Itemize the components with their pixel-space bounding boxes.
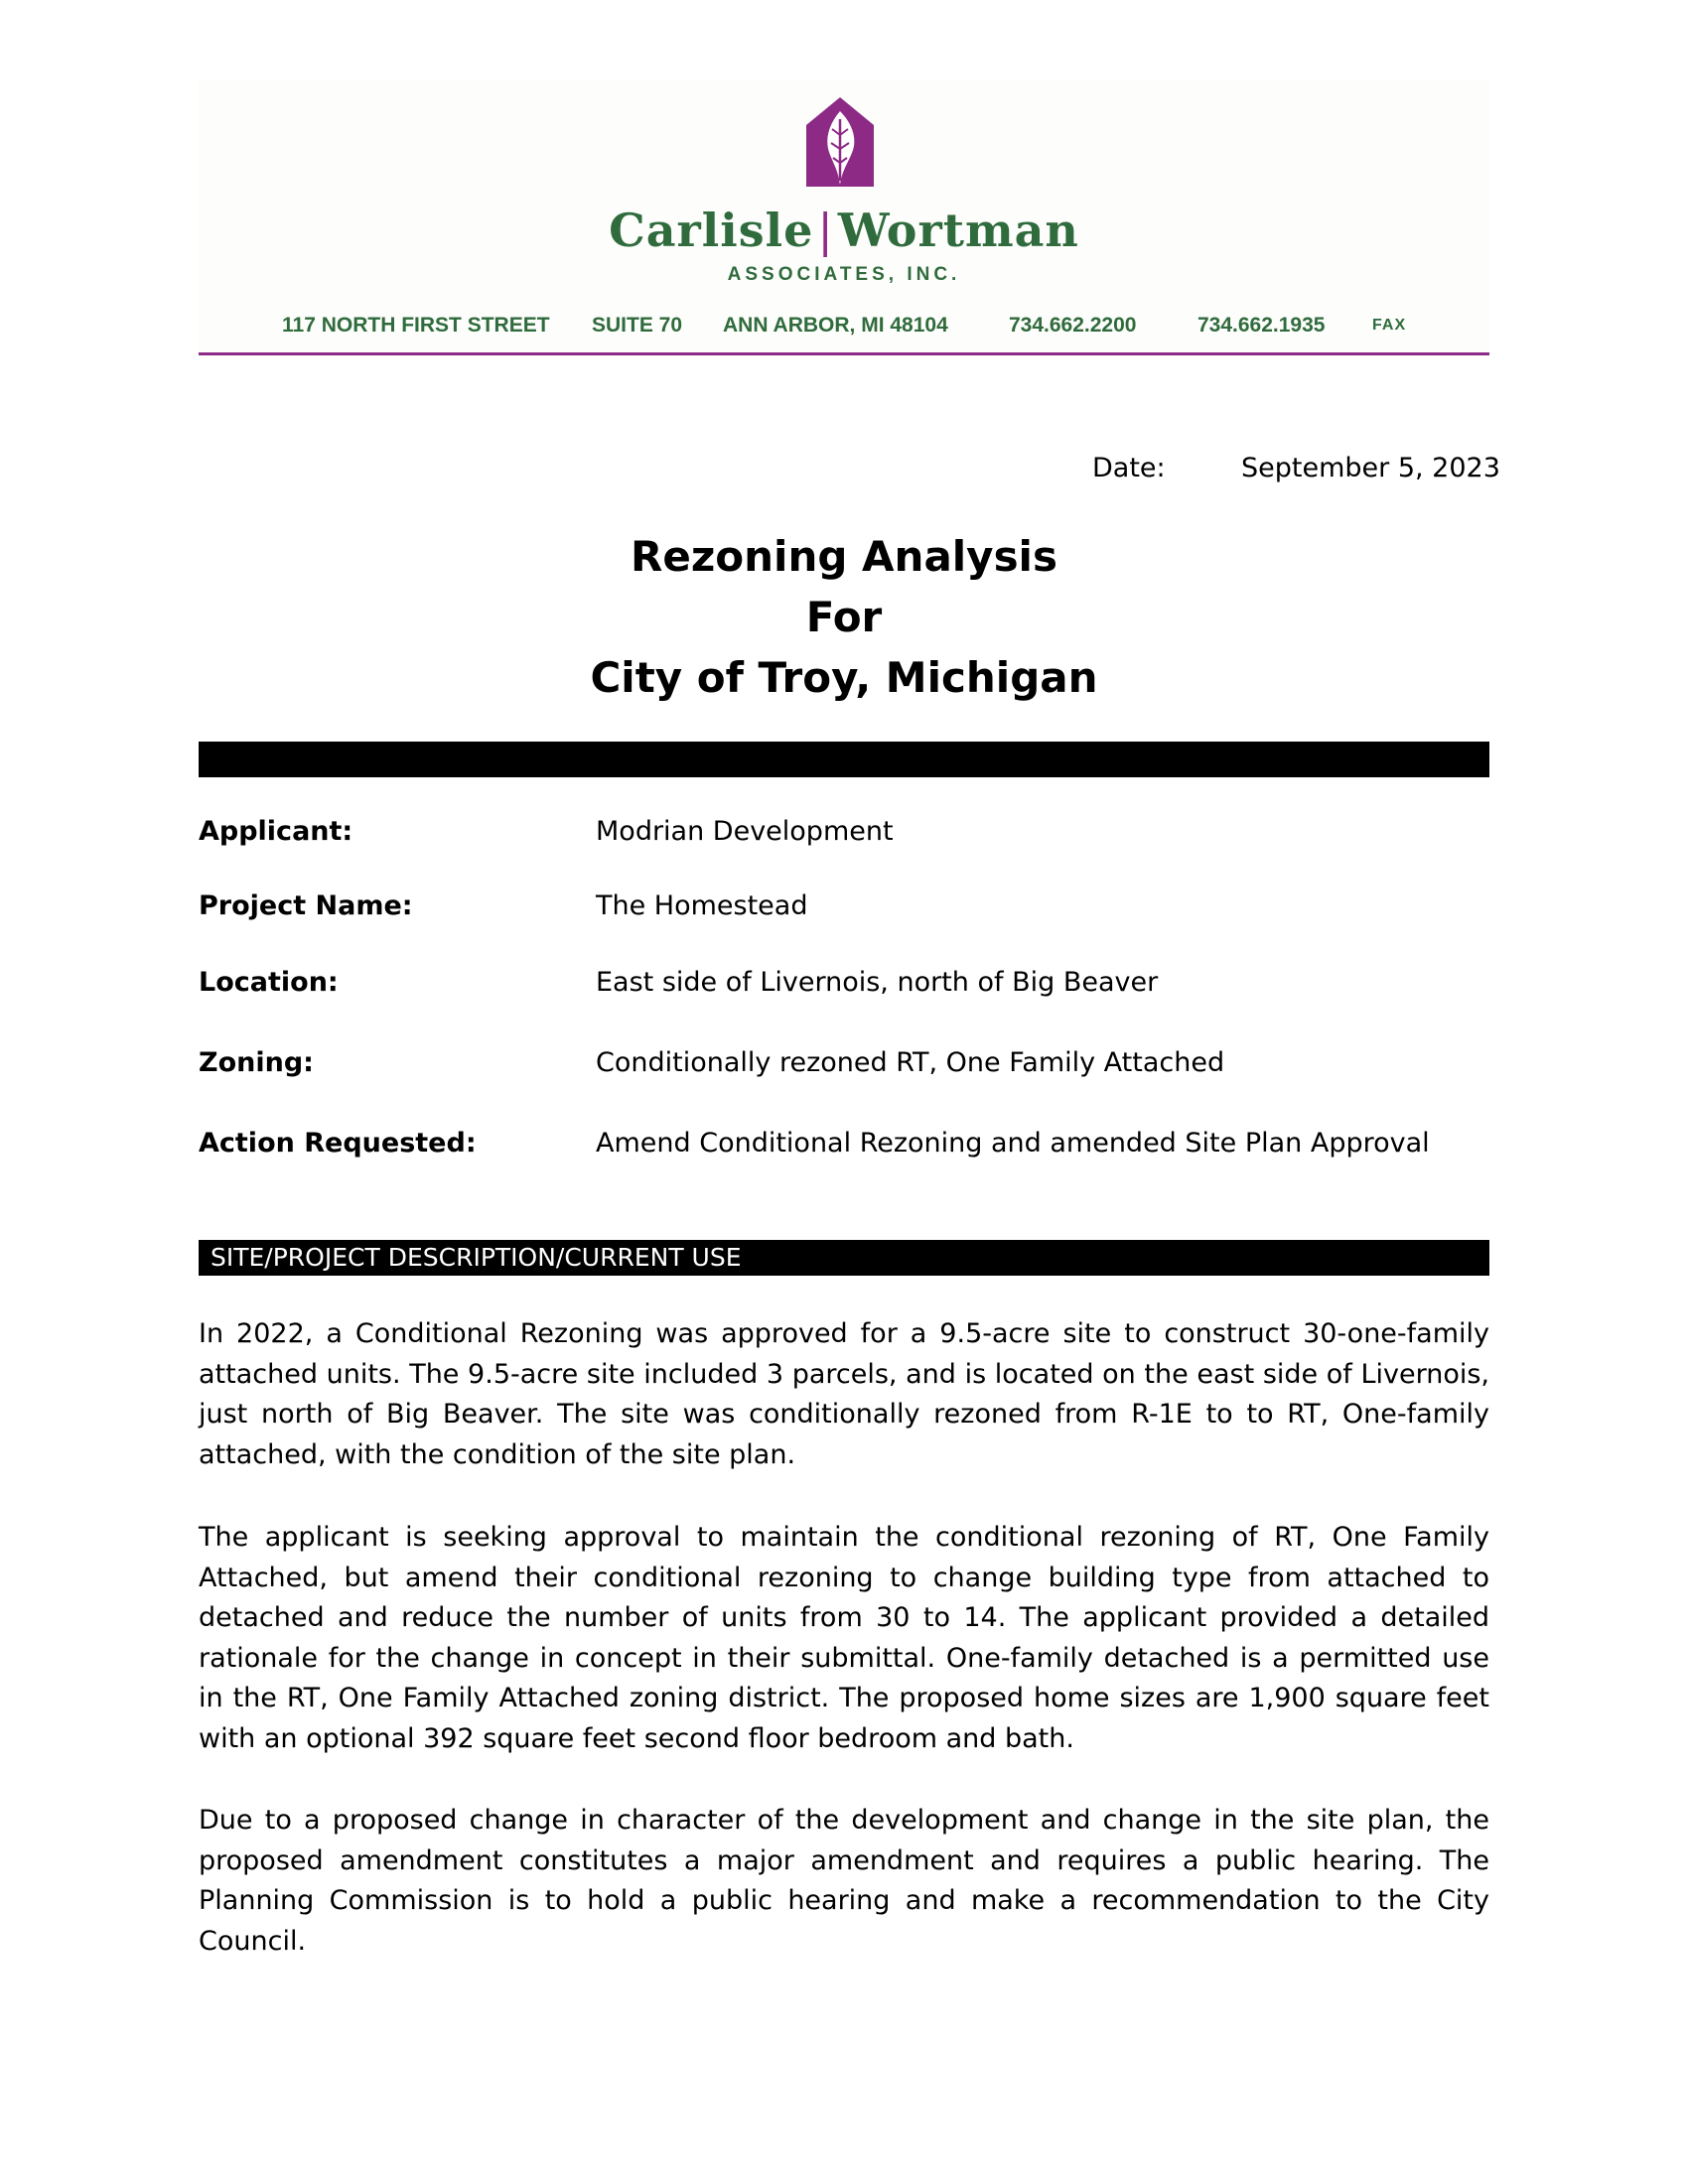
info-row-location — [199, 967, 1489, 1007]
company-subtitle: ASSOCIATES, INC. — [727, 264, 961, 285]
info-value: Amend Conditional Rezoning and amended Site Plan Approval — [596, 1128, 1430, 1159]
info-label: Location: — [199, 967, 339, 998]
info-value: The Homestead — [596, 890, 808, 921]
title-line-3: City of Troy, Michigan — [590, 653, 1098, 702]
info-value: Conditionally rezoned RT, One Family Attached — [596, 1047, 1225, 1078]
info-row-action-requested — [199, 1128, 1489, 1167]
house-leaf-icon — [802, 95, 878, 191]
header-divider — [199, 352, 1489, 355]
info-row-zoning — [199, 1047, 1489, 1087]
phone-number: 734.662.2200 — [1009, 314, 1137, 337]
brand-right: Wortman — [837, 204, 1079, 257]
info-label: Action Requested: — [199, 1128, 477, 1159]
paragraph-2: The applicant is seeking approval to maintain the conditional rezoning of RT, One Family Attached, but amend their conditional rezoning to change building type from attached to detached and reduce the number of units from 30 to 14. The applicant provided a detailed rationale for the change in concept in their submittal. One-family detached is a permitted use in the RT, One Family Attached zoning district. The proposed home sizes are 1,900 square feet with an optional 392 square feet second floor bedroom and bath. — [199, 1522, 1489, 1754]
info-row-applicant — [199, 816, 1489, 856]
fax-number: 734.662.1935 — [1197, 314, 1326, 337]
info-label: Zoning: — [199, 1047, 314, 1078]
info-row-project-name — [199, 890, 1489, 930]
paragraph-3: Due to a proposed change in character of the development and change in the site plan, the proposed amendment constitutes a major amendment and requires a public hearing. The Planning Commission is to hold a public hearing and make a recommendation to the City Council. — [199, 1805, 1489, 1957]
info-value: Modrian Development — [596, 816, 894, 847]
title-line-1: Rezoning Analysis — [631, 532, 1057, 581]
date-label: Date: — [1092, 453, 1166, 483]
brand-left: Carlisle — [609, 204, 814, 257]
title-line-2: For — [805, 593, 883, 641]
section-heading-text: SITE/PROJECT DESCRIPTION/CURRENT USE — [211, 1243, 742, 1272]
section-heading — [199, 1240, 1489, 1276]
company-name — [0, 204, 1688, 257]
suite: SUITE 70 — [592, 314, 683, 337]
document-title — [0, 526, 1688, 708]
title-divider-bar — [199, 742, 1489, 777]
info-label: Project Name: — [199, 890, 413, 921]
date-value: September 5, 2023 — [1241, 453, 1500, 483]
brand-separator: | — [817, 204, 834, 257]
fax-label: FAX — [1372, 317, 1407, 334]
street-address: 117 NORTH FIRST STREET — [282, 314, 550, 337]
paragraph-1: In 2022, a Conditional Rezoning was approved for a 9.5-acre site to construct 30-one-family attached units. The 9.5-acre site included 3 parcels, and is located on the east side of Livernois, just north of Big Beaver. The site was conditionally rezoned from R-1E to to RT, One-family attached, with the condition of the site plan. — [199, 1318, 1489, 1470]
city-state-zip: ANN ARBOR, MI 48104 — [723, 314, 948, 337]
info-label: Applicant: — [199, 816, 353, 847]
info-value: East side of Livernois, north of Big Beaver — [596, 967, 1159, 998]
